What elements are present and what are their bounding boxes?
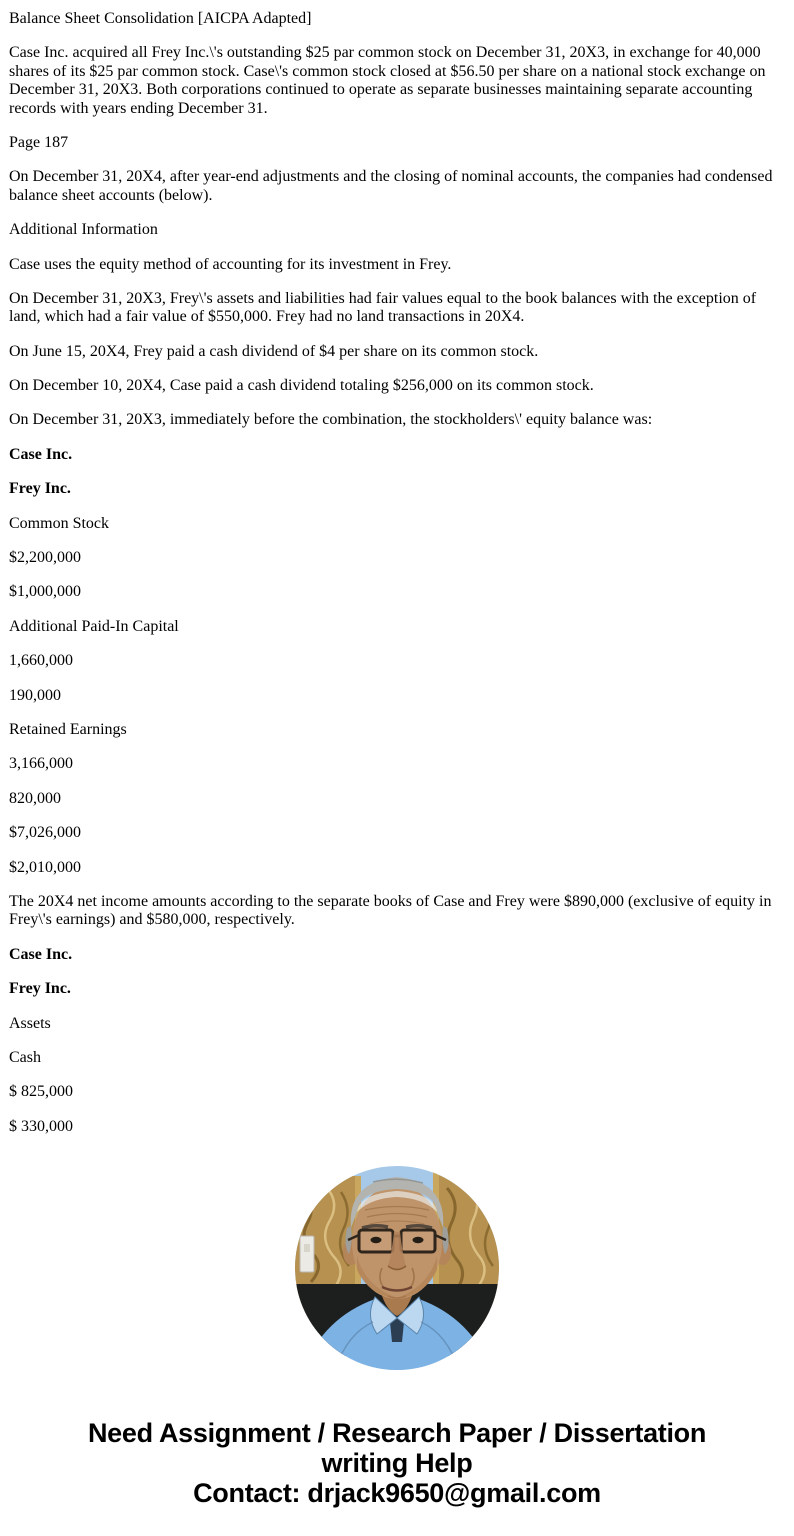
paragraph-frey-dividend: On June 15, 20X4, Frey paid a cash dividend of $4 per share on its common stock. xyxy=(9,342,539,360)
footer-line-1: Need Assignment / Research Paper / Dissertation xyxy=(87,1418,707,1449)
line-item-apic: Additional Paid-In Capital xyxy=(9,617,179,635)
paragraph-equity-method: Case uses the equity method of accounting for its investment in Frey. xyxy=(9,255,452,273)
line-item-retained-earnings: Retained Earnings xyxy=(9,720,127,738)
photo-switch-plate xyxy=(300,1236,314,1272)
line-item-common-stock: Common Stock xyxy=(9,514,110,532)
paragraph-condensed-accounts: On December 31, 20X4, after year-end adjustments and the closing of nominal accounts, the companies had condensed balance sheet accounts (below). xyxy=(9,168,773,204)
value-apic-frey: 190,000 xyxy=(9,686,61,704)
paragraph-fair-values: On December 31, 20X3, Frey\'s assets and liabilities had fair values equal to the book balances with the exception of land, which had a fair value of $550,000. Frey had no land transactions in 20X4. xyxy=(9,289,757,326)
paragraph-acquisition: Case Inc. acquired all Frey Inc.\'s outstanding $25 par common stock on December 31, 20X3, in exchange for 40,000 shares of its $25 par common stock. Case\'s common stock closed at $56.50 per share on a national stock exchange on December 31, 20X3. Both corporations continued to operate as separate businesses maintaining separate accounting records with years ending December 31. xyxy=(9,44,766,117)
value-common-stock-case: $2,200,000 xyxy=(9,549,81,567)
footer-contact-email: Contact: drjack9650@gmail.com xyxy=(193,1478,601,1509)
profile-photo-container xyxy=(0,1166,794,1370)
section-additional-information: Additional Information xyxy=(9,221,158,239)
value-cash-frey: $ 330,000 xyxy=(9,1117,73,1135)
profile-photo xyxy=(295,1166,499,1370)
value-common-stock-frey: $1,000,000 xyxy=(9,583,81,601)
value-apic-case: 1,660,000 xyxy=(9,652,73,670)
doc-title: Balance Sheet Consolidation [AICPA Adapted] xyxy=(9,10,312,27)
company-name-frey: Frey Inc. xyxy=(9,480,71,498)
value-total-case: $7,026,000 xyxy=(9,824,81,842)
value-total-frey: $2,010,000 xyxy=(9,858,81,876)
value-cash-case: $ 825,000 xyxy=(9,1083,73,1101)
paragraph-case-dividend: On December 10, 20X4, Case paid a cash dividend totaling $256,000 on its common stock. xyxy=(9,377,594,395)
value-retained-earnings-case: 3,166,000 xyxy=(9,755,73,773)
line-item-cash: Cash xyxy=(9,1048,41,1066)
value-retained-earnings-frey: 820,000 xyxy=(9,789,61,807)
company-name-frey-2: Frey Inc. xyxy=(9,980,71,998)
page-number: Page 187 xyxy=(9,133,69,151)
paragraph-net-income: The 20X4 net income amounts according to the separate books of Case and Frey were $890,000 (exclusive of equity in Frey\'s earnings) and $580,000, respectively. xyxy=(9,892,772,929)
company-name-case: Case Inc. xyxy=(9,445,73,463)
footer-line-2: writing Help xyxy=(321,1448,473,1479)
section-assets: Assets xyxy=(9,1014,51,1032)
footer-advert xyxy=(0,1418,794,1536)
paragraph-equity-balance-intro: On December 31, 20X3, immediately before the combination, the stockholders\' equity balance was: xyxy=(9,411,653,429)
company-name-case-2: Case Inc. xyxy=(9,945,73,963)
